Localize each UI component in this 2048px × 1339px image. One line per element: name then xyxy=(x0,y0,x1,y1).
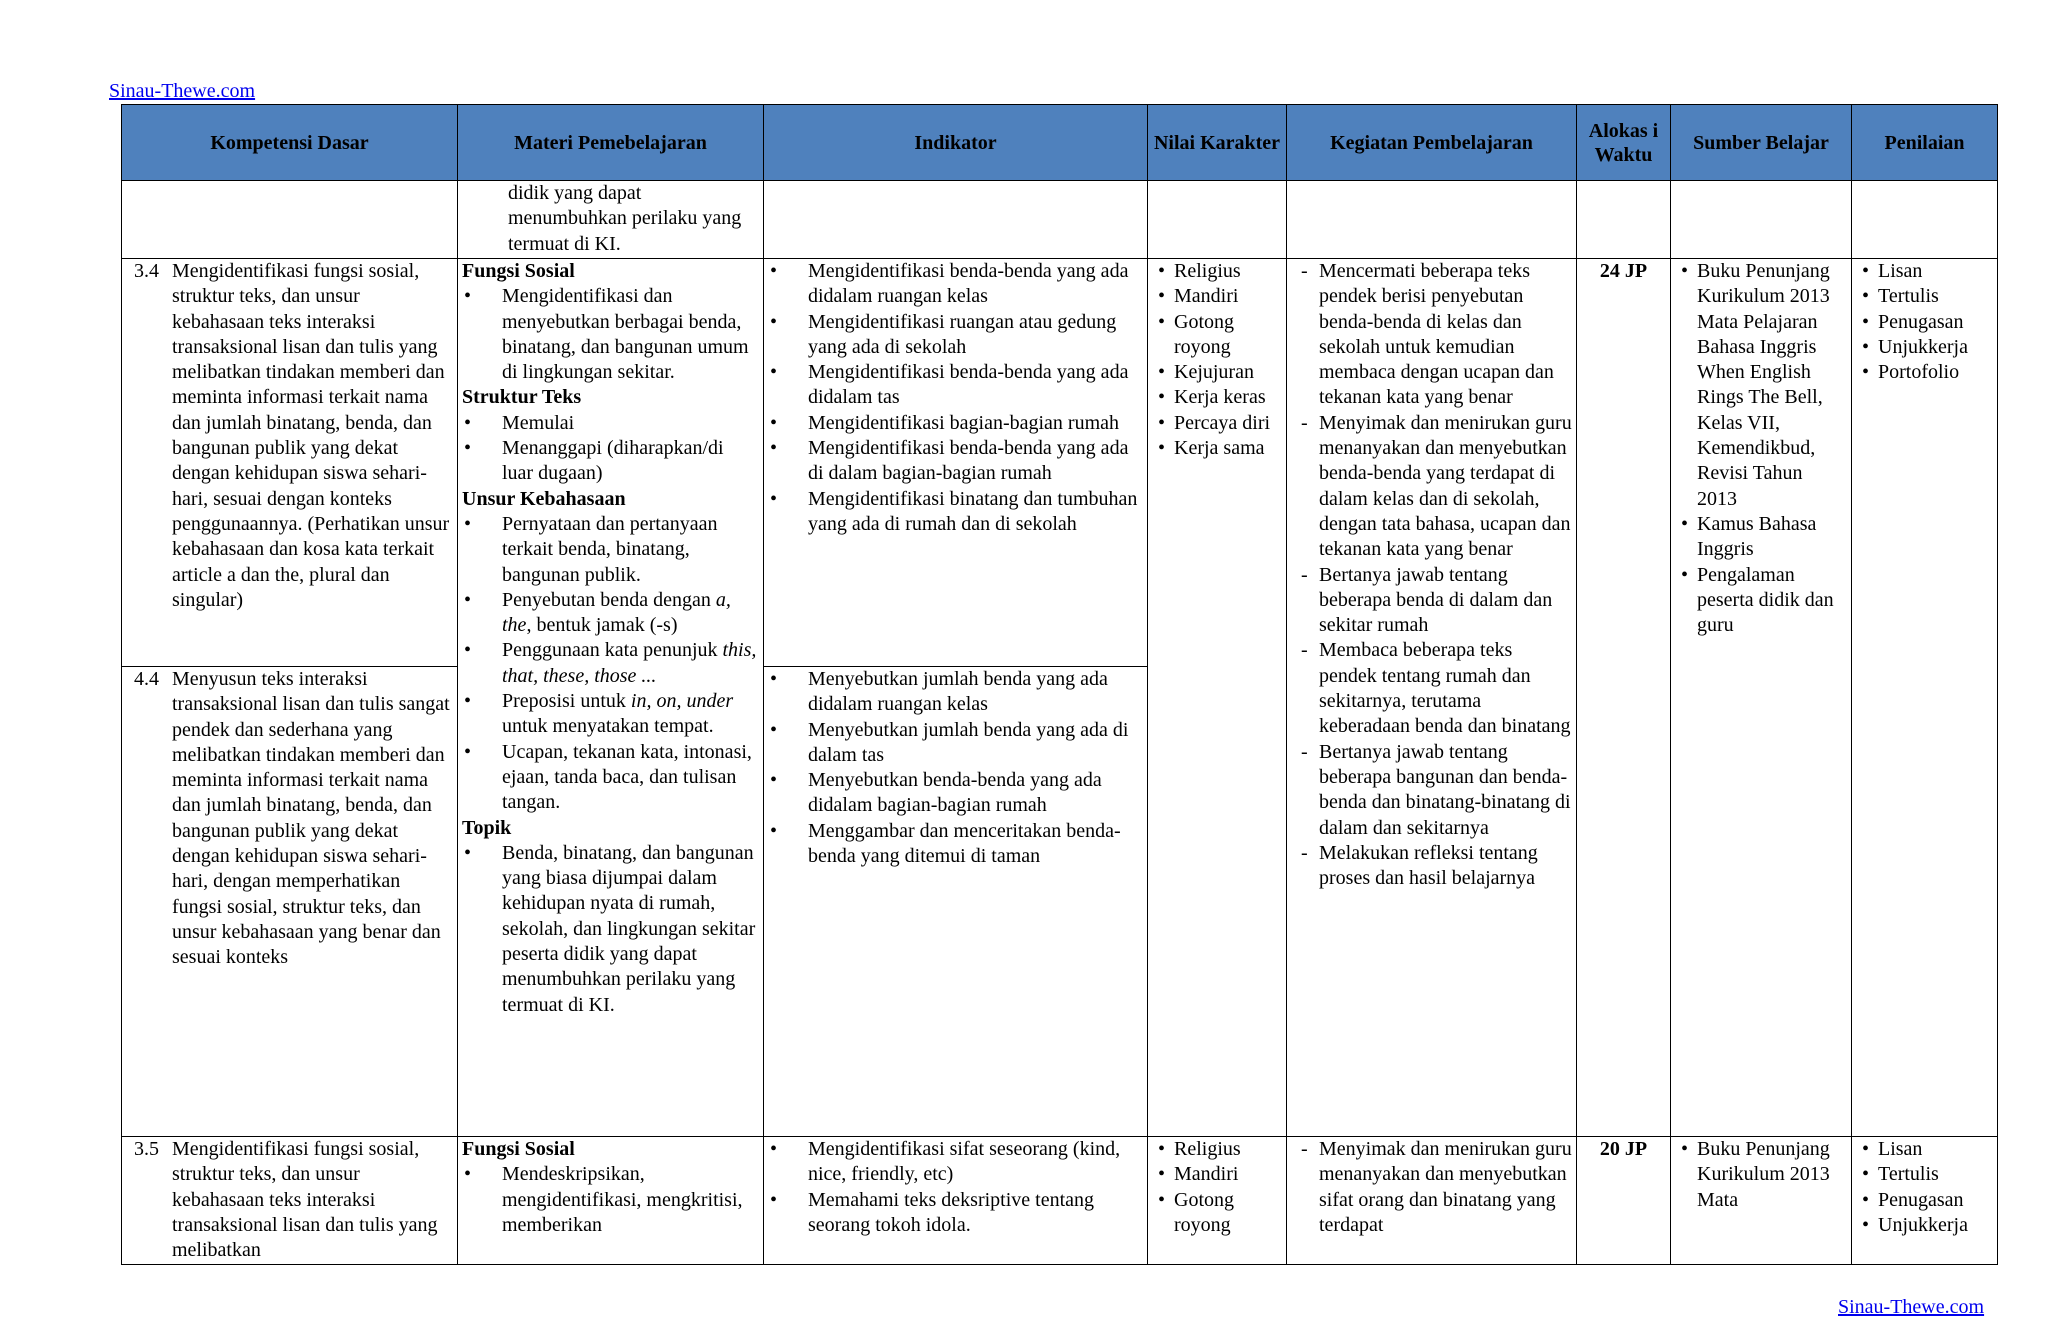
list-item: • Buku Penunjang Kurikulum 2013 Mata xyxy=(1675,1137,1847,1213)
sumber-cell-3-5 xyxy=(1671,1137,1852,1265)
list-item: • Religius xyxy=(1152,1137,1282,1162)
list-item: • Mandiri xyxy=(1152,284,1282,309)
text-italic: in, on, under xyxy=(630,690,734,713)
section-title-fungsi-sosial: Fungsi Sosial xyxy=(462,260,575,282)
section-title-unsur-kebahasaan: Unsur Kebahasaan xyxy=(462,487,626,510)
list-item: • Mengidentifikasi benda-benda yang ada didalam ruangan kelas xyxy=(768,259,1143,310)
penilaian-cell xyxy=(1852,259,1998,1137)
list-item: • Portofolio xyxy=(1856,360,1993,385)
list-item: • Kerja sama xyxy=(1152,436,1282,461)
text-part: Preposisi untuk xyxy=(502,690,631,713)
cell-empty xyxy=(1577,181,1671,259)
site-link-top[interactable]: Sinau-Thewe.com xyxy=(109,80,256,102)
list-item: • Mengidentifikasi benda-benda yang ada di dalam bagian-bagian rumah xyxy=(768,436,1143,487)
kd-number: 3.5 xyxy=(134,1138,159,1160)
list-item: • Religius xyxy=(1152,259,1282,284)
list-item: • Lisan xyxy=(1856,259,1993,284)
text-italic: this, that, these, those ... xyxy=(502,639,757,687)
materi-continuation-cell xyxy=(458,181,764,259)
list-item: • Menanggapi (diharapkan/di luar dugaan) xyxy=(462,436,759,487)
list-item: - Melakukan refleksi tentang proses dan hasil belajarnya xyxy=(1291,841,1572,892)
kd-text: Mengidentifikasi fungsi sosial, struktur teks, dan unsur kebahasaan teks interaksi transaksional lisan dan tulis yang melibatkan xyxy=(172,1138,438,1262)
list-item: • Buku Penunjang Kurikulum 2013 Mata Pelajaran Bahasa Inggris When English Rings The Bell, Kelas VII, Kemendikbud, Revisi Tahun 2013 xyxy=(1675,259,1847,512)
kd-cell-3-5 xyxy=(122,1137,458,1265)
list-item: • Memahami teks deksriptive tentang seorang tokoh idola. xyxy=(768,1188,1143,1239)
header-materi: Materi Pemebelajaran xyxy=(458,105,764,181)
list-item: • Mandiri xyxy=(1152,1162,1282,1187)
alokasi-cell-3-5 xyxy=(1577,1137,1671,1265)
list-item: • Lisan xyxy=(1856,1137,1993,1162)
sumber-cell xyxy=(1671,259,1852,1137)
list-item: • Unjukkerja xyxy=(1856,335,1993,360)
text-part: , bentuk jamak (-s) xyxy=(526,614,678,637)
header-sumber-belajar: Sumber Belajar xyxy=(1671,105,1852,181)
list-item: • Mengidentifikasi dan menyebutkan berbagai benda, binatang, dan bangunan umum di lingkungan sekitar. xyxy=(462,284,759,385)
indikator-cell-3-4 xyxy=(764,259,1148,667)
header-nilai-karakter: Nilai Karakter xyxy=(1148,105,1287,181)
cell-empty xyxy=(1148,181,1287,259)
alokasi-value: 24 JP xyxy=(1599,260,1648,282)
nilai-cell-3-5 xyxy=(1148,1137,1287,1265)
list-item xyxy=(462,689,759,740)
section-title-topik: Topik xyxy=(462,816,512,839)
list-item: • Memulai xyxy=(462,411,759,436)
list-item: • Percaya diri xyxy=(1152,411,1282,436)
list-item: • Kejujuran xyxy=(1152,360,1282,385)
list-item: • Kerja keras xyxy=(1152,385,1282,410)
list-item: • Mengidentifikasi benda-benda yang ada didalam tas xyxy=(768,360,1143,411)
kd-number: 4.4 xyxy=(134,668,159,690)
list-item: • Menyebutkan jumlah benda yang ada didalam ruangan kelas xyxy=(768,667,1143,718)
header-row xyxy=(122,105,1998,181)
kd-text: Menyusun teks interaksi transaksional lisan dan tulis sangat pendek dan sederhana yang melibatkan tindakan memberi dan meminta informasi terkait nama dan jumlah binatang, benda, dan bangunan publik yang dekat dengan kehidupan siswa sehari-hari, dengan memperhatikan fungsi sosial, struktur teks, dan unsur kebahasaan yang benar dan sesuai konteks xyxy=(172,668,450,969)
list-item xyxy=(462,638,759,689)
list-item: • Gotong royong xyxy=(1152,310,1282,361)
list-item: • Penugasan xyxy=(1856,1188,1993,1213)
materi-continuation-text: didik yang dapat menumbuhkan perilaku yang termuat di KI. xyxy=(508,182,742,255)
list-item: • Tertulis xyxy=(1856,284,1993,309)
list-item: - Bertanya jawab tentang beberapa bangunan dan benda-benda dan binatang-binatang di dalam dan sekitarnya xyxy=(1291,740,1572,841)
nilai-cell xyxy=(1148,259,1287,1137)
alokasi-value: 20 JP xyxy=(1599,1138,1648,1160)
list-item: • Ucapan, tekanan kata, intonasi, ejaan, tanda baca, dan tulisan tangan. xyxy=(462,740,759,816)
site-link-bottom[interactable]: Sinau-Thewe.com xyxy=(1838,1296,1985,1318)
table-row xyxy=(122,181,1998,259)
list-item: • Benda, binatang, dan bangunan yang biasa dijumpai dalam kehidupan nyata di rumah, sekolah, dan lingkungan sekitar peserta didik yang dapat menumbuhkan perilaku yang termuat di KI. xyxy=(462,841,759,1018)
list-item: • Mengidentifikasi sifat seseorang (kind, nice, friendly, etc) xyxy=(768,1137,1143,1188)
cell-empty xyxy=(1287,181,1577,259)
section-title-fungsi-sosial: Fungsi Sosial xyxy=(462,1138,575,1160)
kegiatan-cell-3-5 xyxy=(1287,1137,1577,1265)
list-item: • Mengidentifikasi bagian-bagian rumah xyxy=(768,411,1143,436)
list-item: • Tertulis xyxy=(1856,1162,1993,1187)
list-item: • Kamus Bahasa Inggris xyxy=(1675,512,1847,563)
kd-cell-4-4 xyxy=(122,667,458,1137)
header-kegiatan: Kegiatan Pembelajaran xyxy=(1287,105,1577,181)
text-italic: a, the xyxy=(502,588,731,637)
cell-empty xyxy=(1671,181,1852,259)
text-part: untuk menyatakan tempat. xyxy=(502,715,714,738)
indikator-cell-3-5 xyxy=(764,1137,1148,1265)
list-item: - Membaca beberapa teks pendek tentang rumah dan sekitarnya, terutama keberadaan benda dan binatang xyxy=(1291,638,1572,739)
list-item: • Pengalaman peserta didik dan guru xyxy=(1675,563,1847,639)
header-alokasi-waktu: Alokas i Waktu xyxy=(1577,105,1671,181)
list-item: • Unjukkerja xyxy=(1856,1213,1993,1238)
materi-cell-3-5 xyxy=(458,1137,764,1265)
list-item: • Mendeskripsikan, mengidentifikasi, mengkritisi, memberikan xyxy=(462,1162,759,1238)
syllabus-table xyxy=(121,104,1998,1265)
list-item: • Mengidentifikasi binatang dan tumbuhan yang ada di rumah dan di sekolah xyxy=(768,487,1143,538)
list-item: • Menyebutkan jumlah benda yang ada di dalam tas xyxy=(768,718,1143,769)
section-title-struktur-teks: Struktur Teks xyxy=(462,386,582,409)
text-part: Penggunaan kata penunjuk xyxy=(502,639,723,662)
table-row xyxy=(122,259,1998,667)
text-part: Penyebutan benda dengan xyxy=(502,588,716,611)
list-item xyxy=(462,588,759,639)
list-item: • Mengidentifikasi ruangan atau gedung yang ada di sekolah xyxy=(768,310,1143,361)
header-kompetensi-dasar: Kompetensi Dasar xyxy=(122,105,458,181)
cell-empty xyxy=(122,181,458,259)
penilaian-cell-3-5 xyxy=(1852,1137,1998,1265)
list-item: • Pernyataan dan pertanyaan terkait benda, binatang, bangunan publik. xyxy=(462,512,759,588)
list-item: • Menyebutkan benda-benda yang ada didalam bagian-bagian rumah xyxy=(768,768,1143,819)
kd-cell-3-4 xyxy=(122,259,458,667)
list-item: - Bertanya jawab tentang beberapa benda di dalam dan sekitar rumah xyxy=(1291,563,1572,639)
list-item: • Gotong royong xyxy=(1152,1188,1282,1239)
list-item: • Menggambar dan menceritakan benda-benda yang ditemui di taman xyxy=(768,819,1143,870)
kd-number: 3.4 xyxy=(134,260,159,282)
cell-empty xyxy=(1852,181,1998,259)
list-item: - Menyimak dan menirukan guru menanyakan dan menyebutkan benda-benda yang terdapat di dalam kelas dan di sekolah, dengan tata bahasa, ucapan dan tekanan kata yang benar xyxy=(1291,411,1572,563)
cell-empty xyxy=(764,181,1148,259)
list-item: - Menyimak dan menirukan guru menanyakan dan menyebutkan sifat orang dan binatang yang terdapat xyxy=(1291,1137,1572,1238)
indikator-cell-4-4 xyxy=(764,667,1148,1137)
list-item: • Penugasan xyxy=(1856,310,1993,335)
header-penilaian: Penilaian xyxy=(1852,105,1998,181)
header-indikator: Indikator xyxy=(764,105,1148,181)
kegiatan-cell xyxy=(1287,259,1577,1137)
table-row xyxy=(122,1137,1998,1265)
kd-text: Mengidentifikasi fungsi sosial, struktur teks, dan unsur kebahasaan teks interaksi transaksional lisan dan tulis yang melibatkan tindakan memberi dan meminta informasi terkait nama dan jumlah binatang, benda, dan bangunan publik yang dekat dengan kehidupan siswa sehari- hari, sesuai dengan konteks penggunaannya. (Perhatikan unsur kebahasaan dan kosa kata terkait article a dan the, plural dan singular) xyxy=(172,260,450,611)
materi-cell xyxy=(458,259,764,1137)
alokasi-cell xyxy=(1577,259,1671,1137)
list-item: - Mencermati beberapa teks pendek berisi penyebutan benda-benda di kelas dan sekolah untuk kemudian membaca dengan ucapan dan tekanan kata yang benar xyxy=(1291,259,1572,411)
